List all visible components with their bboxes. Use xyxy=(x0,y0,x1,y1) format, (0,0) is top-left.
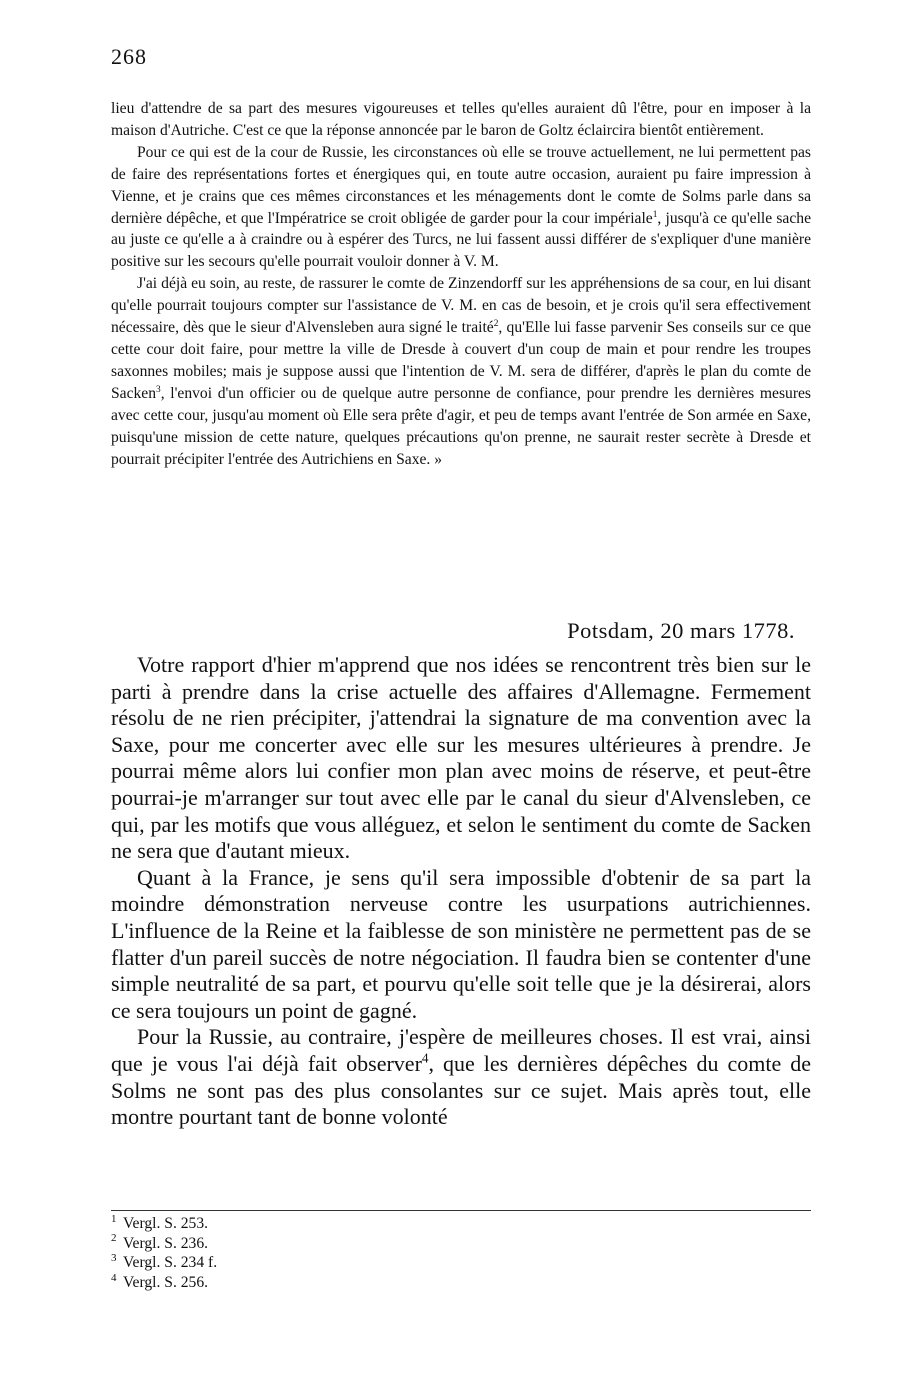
quote-paragraph-2-text-a: Pour ce qui est de la cour de Russie, les circonstances où elle se trouve actuellement, ne lui permettent pas de faire des représentations fortes et énergiques qui, en toute autre occasion, auraient pu faire impression à Vienne, et je crains que ces mêmes circonstances et les ménagements dont le comte de Solms parle dans sa dernière dépêche, et que l'Impératrice se croit obligée de garder pour la cour impériale xyxy=(111,143,811,227)
footnote-text: Vergl. S. 256. xyxy=(123,1273,209,1291)
quote-paragraph-1: lieu d'attendre de sa part des mesures vigoureuses et telles qu'elles auraient dû l'être, pour en imposer à la maison d'Autriche. C'est ce que la réponse annoncée par le baron de Goltz éclaircira bientôt entièrement. xyxy=(111,100,811,139)
quote-paragraph-2 xyxy=(111,142,811,273)
letter-paragraph-3-text-b: , que les dernières dépêches du comte de Solms ne sont pas des plus consolantes sur ce sujet. Mais après tout, elle montre pourtant tant de bonne volonté xyxy=(111,1050,812,1130)
letter-body xyxy=(111,652,811,1131)
letter-dateline: Potsdam, 20 mars 1778. xyxy=(567,618,795,643)
footnote-4: 4 Vergl. S. 256. xyxy=(111,1271,209,1291)
letter-paragraph-2: Quant à la France, je sens qu'il sera impossible d'obtenir de sa part la moindre démonstration nerveuse contre les usurpations autrichiennes. L'influence de la Reine et la faiblesse de son ministère ne permettent pas de se flatter d'un pareil succès de notre négociation. Il faudra bien se contenter d'une simple neutralité de sa part, et pourvu qu'elle soit telle que je la désirerai, alors ce sera toujours un point de gagné. xyxy=(111,864,811,1023)
footnote-ref-1: 1 xyxy=(652,209,658,220)
footnote-text: Vergl. S. 253. xyxy=(123,1215,209,1232)
footnote-separator xyxy=(111,1210,811,1211)
footnote-ref-3: 3 xyxy=(156,384,161,395)
footnote-1: 1 Vergl. S. 253. xyxy=(111,1212,209,1232)
footnote-3: 3 Vergl. S. 234 f. xyxy=(111,1252,218,1272)
footnote-text: Vergl. S. 236. xyxy=(123,1234,209,1252)
letter-paragraph-3 xyxy=(111,1024,811,1130)
quoted-report xyxy=(111,98,811,470)
footnote-text: Vergl. S. 234 f. xyxy=(123,1254,218,1272)
letter-paragraph-1: Votre rapport d'hier m'apprend que nos idées se rencontrent très bien sur le parti à prendre dans la crise actuelle des affaires d'Allemagne. Fermement résolu de ne rien précipiter, j'attendrai la signature de ma convention avec la Saxe, pour me concerter avec elle sur les mesures ultérieures à prendre. Je pourrai même alors lui confier mon plan avec moins de réserve, et peut-être pourrai-je m'arranger sur tout avec elle par le canal du sieur d'Alvensleben, ce qui, par les motifs que vous alléguez, et selon le sentiment du comte de Sacken ne sera que d'autant mieux. xyxy=(111,652,811,864)
footnotes xyxy=(111,1214,511,1292)
footnote-ref-2: 2 xyxy=(493,318,499,329)
quote-paragraph-2-text-b: , jusqu'à ce qu'elle sache au juste ce qu'elle a à craindre ou à espérer des Turcs, ne lui fassent aussi différer de s'expliquer d'une manière positive sur les secours qu'elle pourrait vouloir donner à V. M. xyxy=(111,209,811,271)
footnote-ref-4: 4 xyxy=(421,1050,429,1066)
quote-paragraph-3 xyxy=(111,273,811,470)
letter-paragraph-3-text-a: Pour la Russie, au contraire, j'espère de meilleures choses. Il est vrai, ainsi que je vous l'ai déjà fait observer xyxy=(111,1024,811,1076)
quote-paragraph-3-text-b: , qu'Elle lui fasse parvenir Ses conseils sur ce que cette cour doit faire, pour mettre la ville de Dresde à couvert d'un coup de main et pour rendre les troupes saxonnes mobiles; mais je suppose aussi que l'intention de V. M. sera de différer, d'après le plan du comte de Sacken xyxy=(111,319,811,402)
quote-paragraph-3-text-a: J'ai déjà eu soin, au reste, de rassurer le comte de Zinzendorff sur les appréhensions de sa cour, en lui disant qu'elle pourrait toujours compter sur l'assistance de V. M. en cas de besoin, et je crois qu'il sera effectivement nécessaire, dès que le sieur d'Alvensleben aura signé le traité xyxy=(111,275,811,337)
quote-paragraph-3-text-c: , l'envoi d'un officier ou de quelque autre personne de confiance, pour prendre les dernières mesures avec cette cour, jusqu'au moment où Elle sera prête d'agir, et peu de temps avant l'entrée de Son armée en Saxe, puisqu'une mission de cette nature, quelques précautions qu'on prenne, ne saurait rester secrète à Dresde et pourrait précipiter l'entrée des Autrichiens en Saxe. » xyxy=(111,384,811,468)
page-number: 268 xyxy=(111,44,147,69)
footnote-2: 2 Vergl. S. 236. xyxy=(111,1232,209,1252)
